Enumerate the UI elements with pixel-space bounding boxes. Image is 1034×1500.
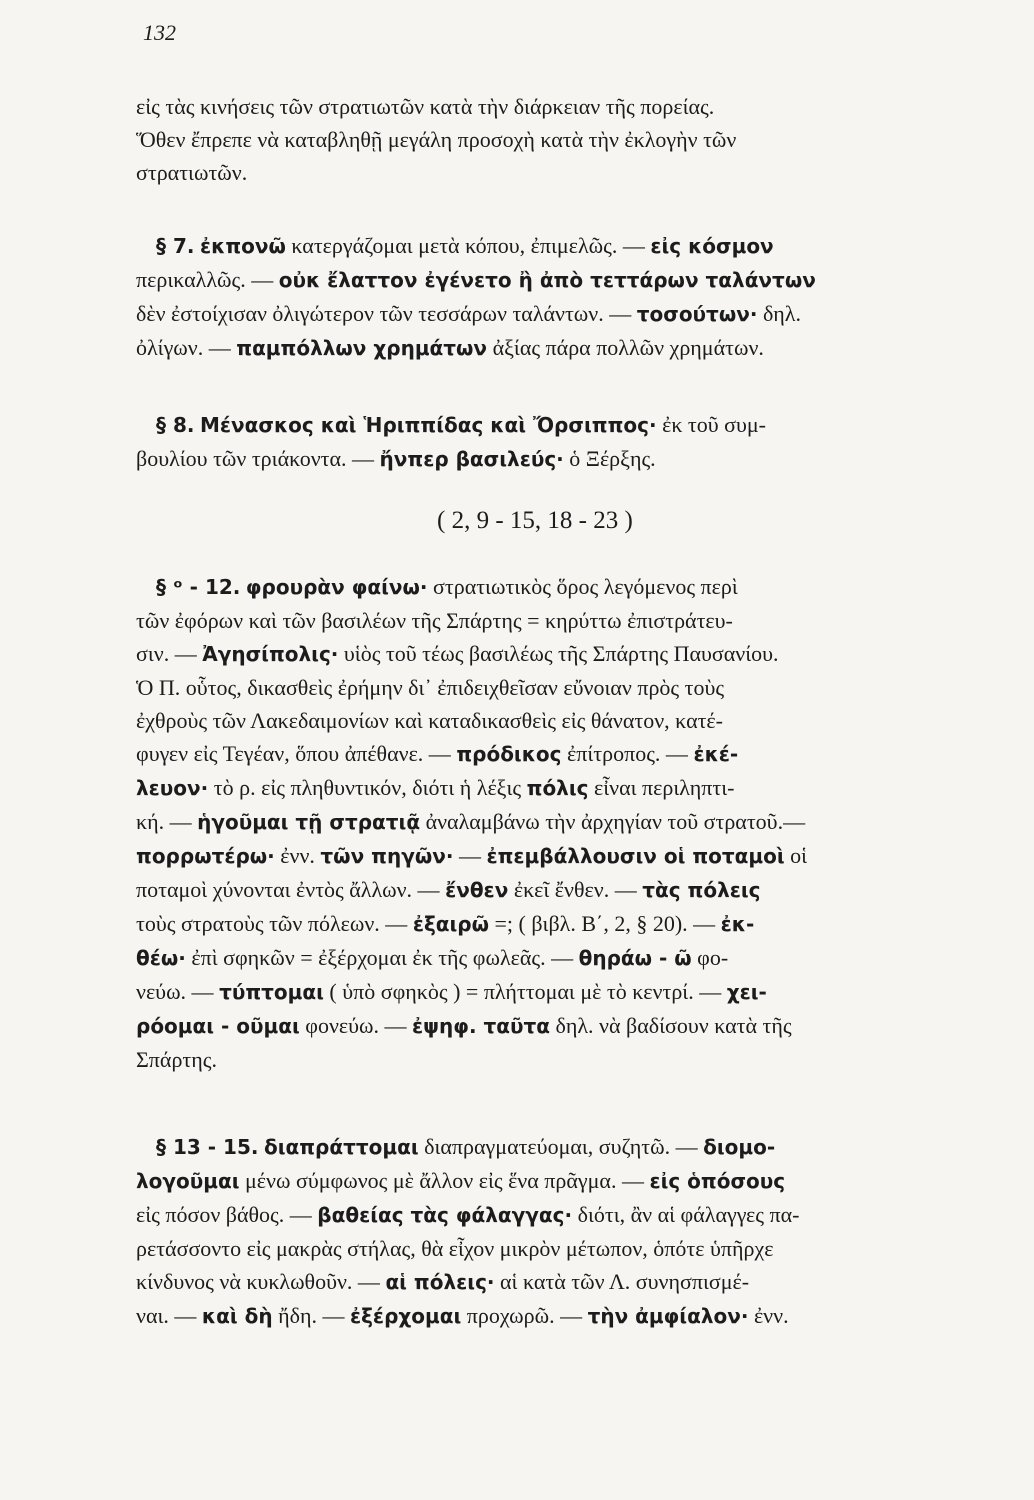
- gloss: ἐνν.: [274, 843, 321, 868]
- term: τύπτομαι: [219, 980, 324, 1004]
- gloss: τὸ ρ. εἰς πληθυντικόν, διότι ἡ λέξις: [208, 775, 527, 800]
- gloss: —: [453, 843, 487, 868]
- gloss: υἱὸς τοῦ τέως βασιλέως τῆς Σπάρτης Παυσανίου.: [338, 641, 779, 666]
- term: θέω·: [136, 946, 186, 970]
- gloss: Ὁ Π. οὗτος, δικασθεὶς ἐρήμην δι᾽ ἐπιδειχθεῖσαν εὔνοιαν πρὸς τοὺς: [136, 675, 725, 700]
- text-line: [136, 907, 956, 941]
- gloss: φονεύω. —: [299, 1013, 413, 1038]
- gloss: ρετάσσοντο εἰς μακρὰς στήλας, θὰ εἶχον μικρὸν μέτωπον, ὁπότε ὑπῆρχε: [136, 1236, 774, 1261]
- gloss: τοὺς στρατοὺς τῶν πόλεων. —: [136, 911, 413, 936]
- gloss: ἀξίας πάρα πολλῶν χρημάτων.: [487, 335, 764, 360]
- term: ἐψηφ. ταῦτα: [412, 1014, 551, 1038]
- gloss: δηλ.: [757, 301, 801, 326]
- gloss: φο-: [691, 945, 729, 970]
- text-line: [136, 637, 956, 671]
- text-line: [136, 442, 956, 476]
- term: διαπράττομαι: [263, 1135, 419, 1159]
- text-line: [136, 737, 956, 771]
- gloss: ἤδη. —: [272, 1303, 350, 1328]
- text-line: εἰς τὰς κινήσεις τῶν στρατιωτῶν κατὰ τὴν διάρκειαν τῆς πορείας.: [136, 94, 715, 119]
- gloss: ναι. —: [136, 1303, 202, 1328]
- term: ἔνθεν: [445, 878, 509, 902]
- term: εἰς ὁπόσους: [649, 1169, 786, 1193]
- gloss: =; ( βιβλ. Β΄, 2, § 20). —: [489, 911, 721, 936]
- gloss: ἐνν.: [748, 1303, 789, 1328]
- section-13-15: [136, 1130, 956, 1333]
- section-number: § 13 - 15.: [156, 1135, 259, 1159]
- text-line: [136, 604, 956, 637]
- section-number: § ᵒ - 12.: [156, 575, 241, 599]
- term: θηράω - ῶ: [578, 946, 692, 970]
- term: εἰς κόσμον: [650, 234, 774, 258]
- gloss: μένω σύμφωνος μὲ ἄλλον εἰς ἕνα πρᾶγμα. —: [239, 1168, 650, 1193]
- text-line: [136, 805, 956, 839]
- gloss: ποταμοὶ χύνονται ἐντὸς ἄλλων. —: [136, 877, 446, 902]
- term: Μένασκος καὶ Ἡριππίδας καὶ Ὄρσιππος·: [199, 413, 657, 437]
- term: ἐκπονῶ: [199, 234, 286, 258]
- term: οὐκ ἔλαττον ἐγένετο ἢ ἀπὸ τεττάρων ταλάντων: [278, 268, 816, 292]
- gloss: δὲν ἐστοίχισαν ὀλιγώτερον τῶν τεσσάρων ταλάντων. —: [136, 301, 637, 326]
- gloss: δηλ. νὰ βαδίσουν κατὰ τῆς: [550, 1013, 792, 1038]
- term: ἐξαιρῶ: [412, 912, 489, 936]
- intro-paragraph: [136, 90, 956, 189]
- gloss: κή. —: [136, 809, 198, 834]
- gloss: διότι, ἂν αἱ φάλαγγες πα-: [572, 1202, 800, 1227]
- term: ἐξέρχομαι: [349, 1304, 462, 1328]
- term: διομο-: [703, 1135, 776, 1159]
- term: λογοῦμαι: [136, 1169, 240, 1193]
- term: παμπόλλων χρημάτων: [236, 336, 488, 360]
- term: ρόομαι - οῦμαι: [136, 1014, 300, 1038]
- term: τοσούτων·: [636, 302, 758, 326]
- text-line: [136, 839, 956, 873]
- text-line: στρατιωτῶν.: [136, 160, 248, 185]
- text-line: [136, 704, 956, 737]
- gloss: περικαλλῶς. —: [136, 267, 279, 292]
- section-8: [136, 408, 956, 476]
- gloss: οἱ: [784, 843, 808, 868]
- gloss: ἐπὶ σφηκῶν = ἐξέρχομαι ἐκ τῆς φωλεᾶς. —: [185, 945, 579, 970]
- text-line: [136, 229, 956, 263]
- section-number: § 8.: [156, 413, 195, 437]
- term: ἐπεμβάλλουσιν οἱ ποταμοὶ: [486, 844, 785, 868]
- gloss: ( ὑπὸ σφηκὸς ) = πλήττομαι μὲ τὸ κεντρί. —: [323, 979, 727, 1004]
- gloss: αἱ κατὰ τῶν Λ. συνησπισμέ-: [494, 1269, 750, 1294]
- gloss: νεύω. —: [136, 979, 220, 1004]
- gloss: στρατιωτικὸς ὅρος λεγόμενος περὶ: [427, 574, 738, 599]
- term: ἤνπερ βασιλεύς·: [379, 447, 564, 471]
- term: πορρωτέρω·: [136, 844, 275, 868]
- text-line: [136, 1232, 956, 1265]
- text-line: [136, 1198, 956, 1232]
- text-line: [136, 263, 956, 297]
- text-line: [136, 873, 956, 907]
- gloss: ἐκ τοῦ συμ-: [656, 412, 767, 437]
- chapter-citation: ( 2, 9 - 15, 18 - 23 ): [437, 507, 633, 534]
- text-line: [136, 1299, 956, 1333]
- term: ἐκέ-: [693, 742, 739, 766]
- gloss: Σπάρτης.: [136, 1047, 217, 1072]
- text-line: [136, 975, 956, 1009]
- text-line: [136, 1130, 956, 1164]
- gloss: ἐκεῖ ἔνθεν. —: [508, 877, 643, 902]
- section-7: [136, 229, 956, 365]
- term: βαθείας τὰς φάλαγγας·: [317, 1203, 573, 1227]
- gloss: τῶν ἐφόρων καὶ τῶν βασιλέων τῆς Σπάρτης = κηρύττω ἐπιστράτευ-: [136, 608, 733, 633]
- gloss: ὀλίγων. —: [136, 335, 237, 360]
- term: αἱ πόλεις·: [385, 1270, 495, 1294]
- term: ἐκ-: [720, 912, 755, 936]
- term: τὴν ἀμφίαλον·: [587, 1304, 749, 1328]
- term: ἡγοῦμαι τῇ στρατιᾷ: [197, 810, 421, 834]
- text-line: [136, 297, 956, 331]
- gloss: προχωρῶ. —: [461, 1303, 588, 1328]
- text-line: [136, 1009, 956, 1043]
- term: χει-: [726, 980, 767, 1004]
- text-line: [136, 570, 956, 604]
- gloss: ἀναλαμβάνω τὴν ἀρχηγίαν τοῦ στρατοῦ.—: [420, 809, 806, 834]
- text-line: [136, 408, 956, 442]
- text-line: [136, 1265, 956, 1299]
- gloss: βουλίου τῶν τριάκοντα. —: [136, 446, 380, 471]
- term: Ἀγησίπολις·: [202, 642, 339, 666]
- gloss: κατεργάζομαι μετὰ κόπου, ἐπιμελῶς. —: [285, 233, 651, 258]
- gloss: εἶναι περιληπτι-: [588, 775, 735, 800]
- term: πόλις: [526, 776, 589, 800]
- text-line: [136, 941, 956, 975]
- text-line: [136, 1043, 956, 1076]
- gloss: εἰς πόσον βάθος. —: [136, 1202, 318, 1227]
- term: τὰς πόλεις: [642, 878, 761, 902]
- section-9-12: [136, 570, 956, 1076]
- gloss: ὁ Ξέρξης.: [563, 446, 656, 471]
- term: καὶ δὴ: [201, 1304, 273, 1328]
- gloss: σιν. —: [136, 641, 203, 666]
- text-line: [136, 671, 956, 704]
- gloss: διαπραγματεύομαι, συζητῶ. —: [418, 1134, 704, 1159]
- term: φρουρὰν φαίνω·: [245, 575, 428, 599]
- gloss: ἐπίτροπος. —: [561, 741, 694, 766]
- gloss: κίνδυνος νὰ κυκλωθοῦν. —: [136, 1269, 386, 1294]
- term: τῶν πηγῶν·: [320, 844, 454, 868]
- text-line: Ὅθεν ἔπρεπε νὰ καταβληθῇ μεγάλη προσοχὴ κατὰ τὴν ἐκλογὴν τῶν: [136, 127, 737, 152]
- page-number: 132: [143, 20, 176, 45]
- text-line: [136, 1164, 956, 1198]
- term: λευον·: [136, 776, 209, 800]
- gloss: φυγεν εἰς Τεγέαν, ὅπου ἀπέθανε. —: [136, 741, 457, 766]
- text-line: [136, 331, 956, 365]
- text-line: [136, 771, 956, 805]
- gloss: ἐχθροὺς τῶν Λακεδαιμονίων καὶ καταδικασθεὶς εἰς θάνατον, κατέ-: [136, 708, 723, 733]
- term: πρόδικος: [456, 742, 562, 766]
- section-number: § 7.: [156, 234, 195, 258]
